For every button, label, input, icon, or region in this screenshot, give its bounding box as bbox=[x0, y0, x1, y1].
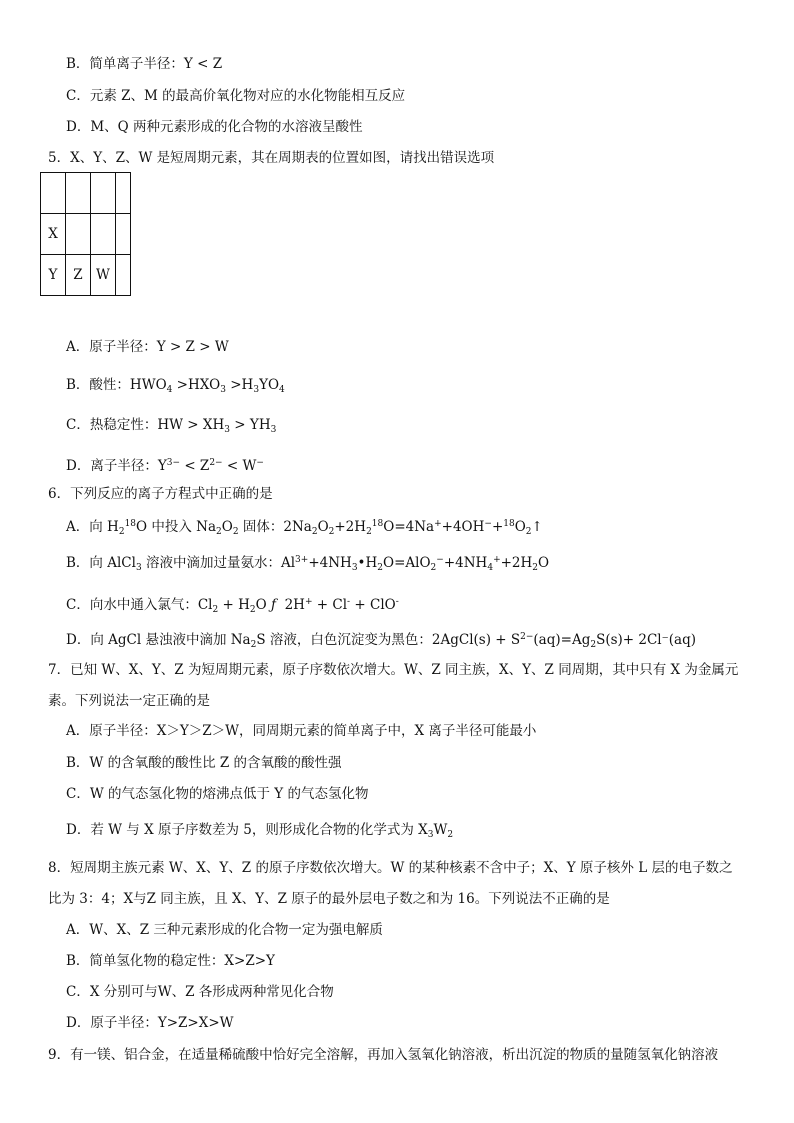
grid-cell bbox=[116, 173, 131, 214]
q8-option-b: B．简单氢化物的稳定性：X>Z>Y bbox=[66, 953, 275, 969]
q6-option-d: D．向 AgCl 悬浊液中滴加 $Na_2S$ 溶液，白色沉淀变为黑色：2AgCl(s) + $S^{2-}(aq)=Ag_2S(s)+ 2Cl^-(aq)$ bbox=[66, 632, 696, 650]
q7-option-a: A．原子半径：X＞Y＞Z＞W，同周期元素的简单离子中，X 离子半径可能最小 bbox=[66, 723, 537, 739]
q6-option-b: B．向 AlCl$_3$ 溶液中滴加过量氨水：$Al^{3+}+4NH_3•H_2O=AlO_2^-+4NH_4^++2H_2O$ bbox=[66, 555, 550, 573]
grid-cell: Z bbox=[66, 255, 91, 296]
grid-cell: W bbox=[91, 255, 116, 296]
q4-option-b: B．简单离子半径：Y < Z bbox=[66, 56, 223, 72]
grid-cell: Y bbox=[41, 255, 66, 296]
q8-option-d: D．原子半径：Y>Z>X>W bbox=[66, 1015, 234, 1031]
q6-stem: 6．下列反应的离子方程式中正确的是 bbox=[48, 486, 273, 502]
q5-stem: 5．X、Y、Z、W 是短周期元素，其在周期表的位置如图，请找出错误选项 bbox=[48, 150, 495, 166]
periodic-table-fragment bbox=[40, 172, 131, 296]
grid-cell bbox=[41, 173, 66, 214]
q9-stem-line1: 9．有一镁、铝合金，在适量稀硫酸中恰好完全溶解，再加入氢氧化钠溶液，析出沉淀的物质的量随氢氧化钠溶液 bbox=[48, 1047, 719, 1063]
q7-option-d: D．若 W 与 X 原子序数差为 5，则形成化合物的化学式为 $X_3W_2$ bbox=[66, 822, 454, 840]
grid-cell bbox=[91, 214, 116, 255]
grid-cell bbox=[66, 173, 91, 214]
q7-option-c: C．W 的气态氢化物的熔沸点低于 Y 的气态氢化物 bbox=[66, 786, 369, 802]
q4-option-c: C．元素 Z、M 的最高价氧化物对应的水化物能相互反应 bbox=[66, 88, 406, 104]
grid-cell bbox=[66, 214, 91, 255]
grid-cell bbox=[116, 214, 131, 255]
grid-cell bbox=[116, 255, 131, 296]
q7-option-b: B．W 的含氧酸的酸性比 Z 的含氧酸的酸性强 bbox=[66, 755, 342, 771]
q8-stem-line2: 比为 3：4；X与Z 同主族，且 X、Y、Z 原子的最外层电子数之和为 16。下列说法不正确的是 bbox=[48, 891, 610, 907]
grid-cell bbox=[91, 173, 116, 214]
q5-option-b: B．酸性：$HWO_4 >HXO_3 >H_3YO_4$ bbox=[66, 377, 285, 395]
q7-stem-line1: 7．已知 W、X、Y、Z 为短周期元素，原子序数依次增大。W、Z 同主族，X、Y、Z 同周期，其中只有 X 为金属元 bbox=[48, 662, 739, 678]
grid-cell: X bbox=[41, 214, 66, 255]
q6-option-a: A．向 $H_2^{18}O$ 中投入 $Na_2O_2$ 固体：$2Na_2O_2+2H_2^{18}O=4Na^++4OH^-+^{18}O_2↑$ bbox=[66, 519, 543, 537]
q8-option-a: A．W、X、Z 三种元素形成的化合物一定为强电解质 bbox=[66, 922, 383, 938]
q5-option-c: C．热稳定性：HW > $XH_3 > YH_3$ bbox=[66, 417, 277, 435]
q5-option-d: D．离子半径：$Y^{3-} < Z^{2-} < W^-$ bbox=[66, 458, 264, 474]
q4-option-d: D．M、Q 两种元素形成的化合物的水溶液呈酸性 bbox=[66, 119, 363, 135]
q7-stem-line2: 素。下列说法一定正确的是 bbox=[48, 693, 210, 709]
q8-stem-line1: 8．短周期主族元素 W、X、Y、Z 的原子序数依次增大。W 的某种核素不含中子；X、Y 原子核外 L 层的电子数之 bbox=[48, 860, 733, 876]
q6-option-c: C．向水中通入氯气：$Cl_2 + H_2O$ ƒ 2H+ + Cl- + ClO- bbox=[66, 597, 399, 615]
q5-option-a: A．原子半径：Y > Z > W bbox=[66, 339, 229, 355]
q8-option-c: C．X 分别可与W、Z 各形成两种常见化合物 bbox=[66, 984, 334, 1000]
